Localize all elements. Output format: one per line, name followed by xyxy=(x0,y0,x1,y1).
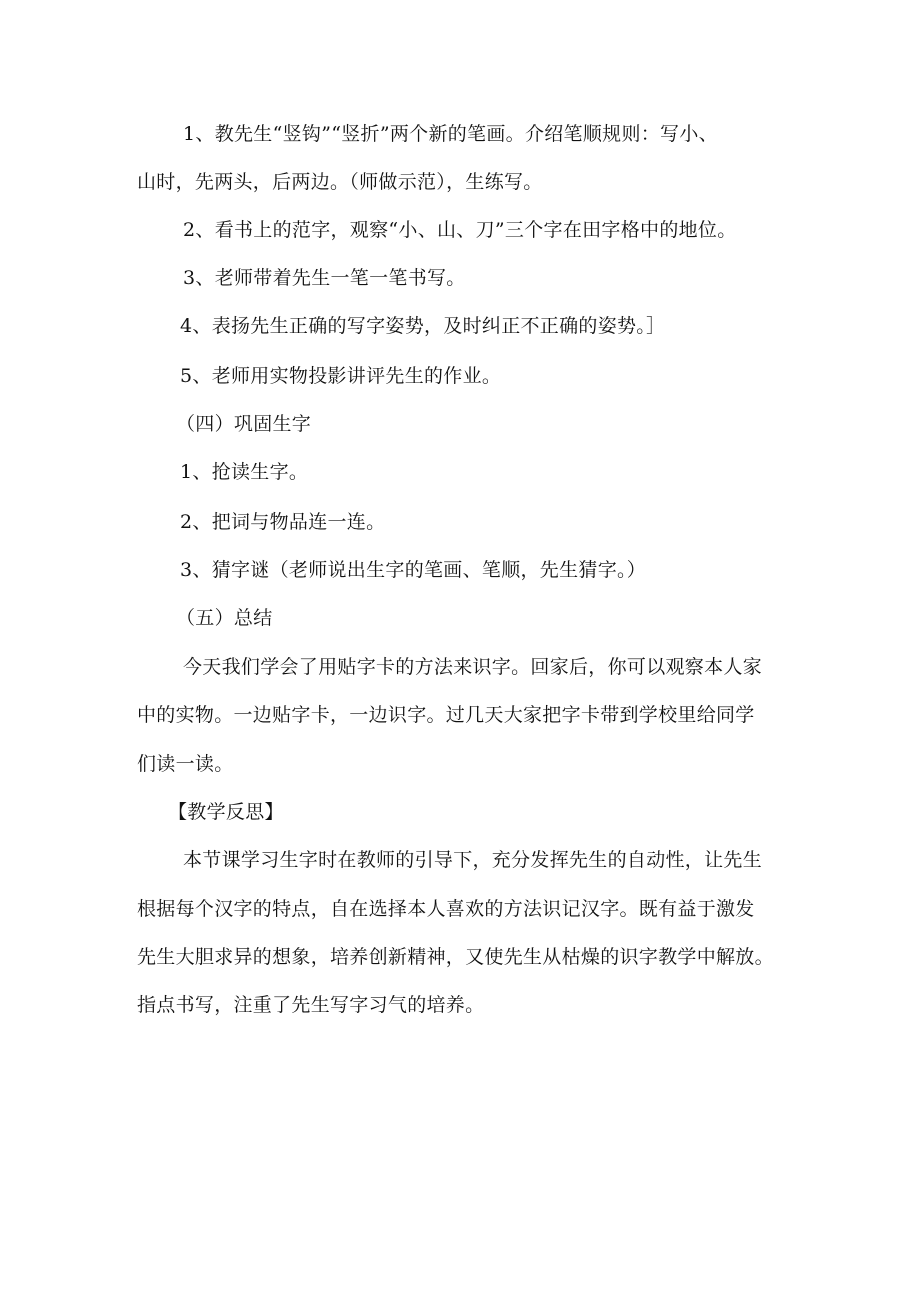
reflection-paragraph-line-3: 先生大胆求异的想象，培养创新精神，又使先生从枯燥的识字教学中解放。 xyxy=(137,946,774,968)
step-2: 2、看书上的范字，观察“小、山、刀”三个字在田字格中的地位。 xyxy=(183,219,737,241)
reflection-paragraph-line-4: 指点书写，注重了先生写字习气的培养。 xyxy=(137,994,485,1016)
section-heading-consolidate: （四）巩固生字 xyxy=(176,413,312,435)
step-3: 3、老师带着先生一笔一笔书写。 xyxy=(183,267,466,289)
summary-paragraph-line-3: 们读一读。 xyxy=(137,753,234,775)
summary-paragraph-line-2: 中的实物。一边贴字卡，一边识字。过几天大家把字卡带到学校里给同学 xyxy=(137,704,755,726)
reflection-paragraph-line-1: 本节课学习生字时在教师的引导下，充分发挥先生的自动性，让先生 xyxy=(183,849,763,871)
step-1-line-2: 山时，先两头，后两边。（师做示范），生练写。 xyxy=(137,171,543,193)
step-1-line-1: 1、教先生“竖钩”“竖折”两个新的笔画。介绍笔顺规则：写小、 xyxy=(183,123,718,145)
consolidate-item-3: 3、猜字谜（老师说出生字的笔画、笔顺，先生猜字。） xyxy=(180,559,647,581)
summary-paragraph-line-1: 今天我们学会了用贴字卡的方法来识字。回家后，你可以观察本人家 xyxy=(183,656,763,678)
consolidate-item-1: 1、抢读生字。 xyxy=(180,461,309,483)
step-4: 4、表扬先生正确的写字姿势，及时纠正不正确的姿势。］ xyxy=(180,315,666,337)
reflection-paragraph-line-2: 根据每个汉字的特点，自在选择本人喜欢的方法识记汉字。既有益于激发 xyxy=(137,898,755,920)
step-5: 5、老师用实物投影讲评先生的作业。 xyxy=(180,365,502,387)
reflection-heading: 【教学反思】 xyxy=(168,801,284,823)
section-heading-summary: （五）总结 xyxy=(176,607,273,629)
consolidate-item-2: 2、把词与物品连一连。 xyxy=(180,511,386,533)
